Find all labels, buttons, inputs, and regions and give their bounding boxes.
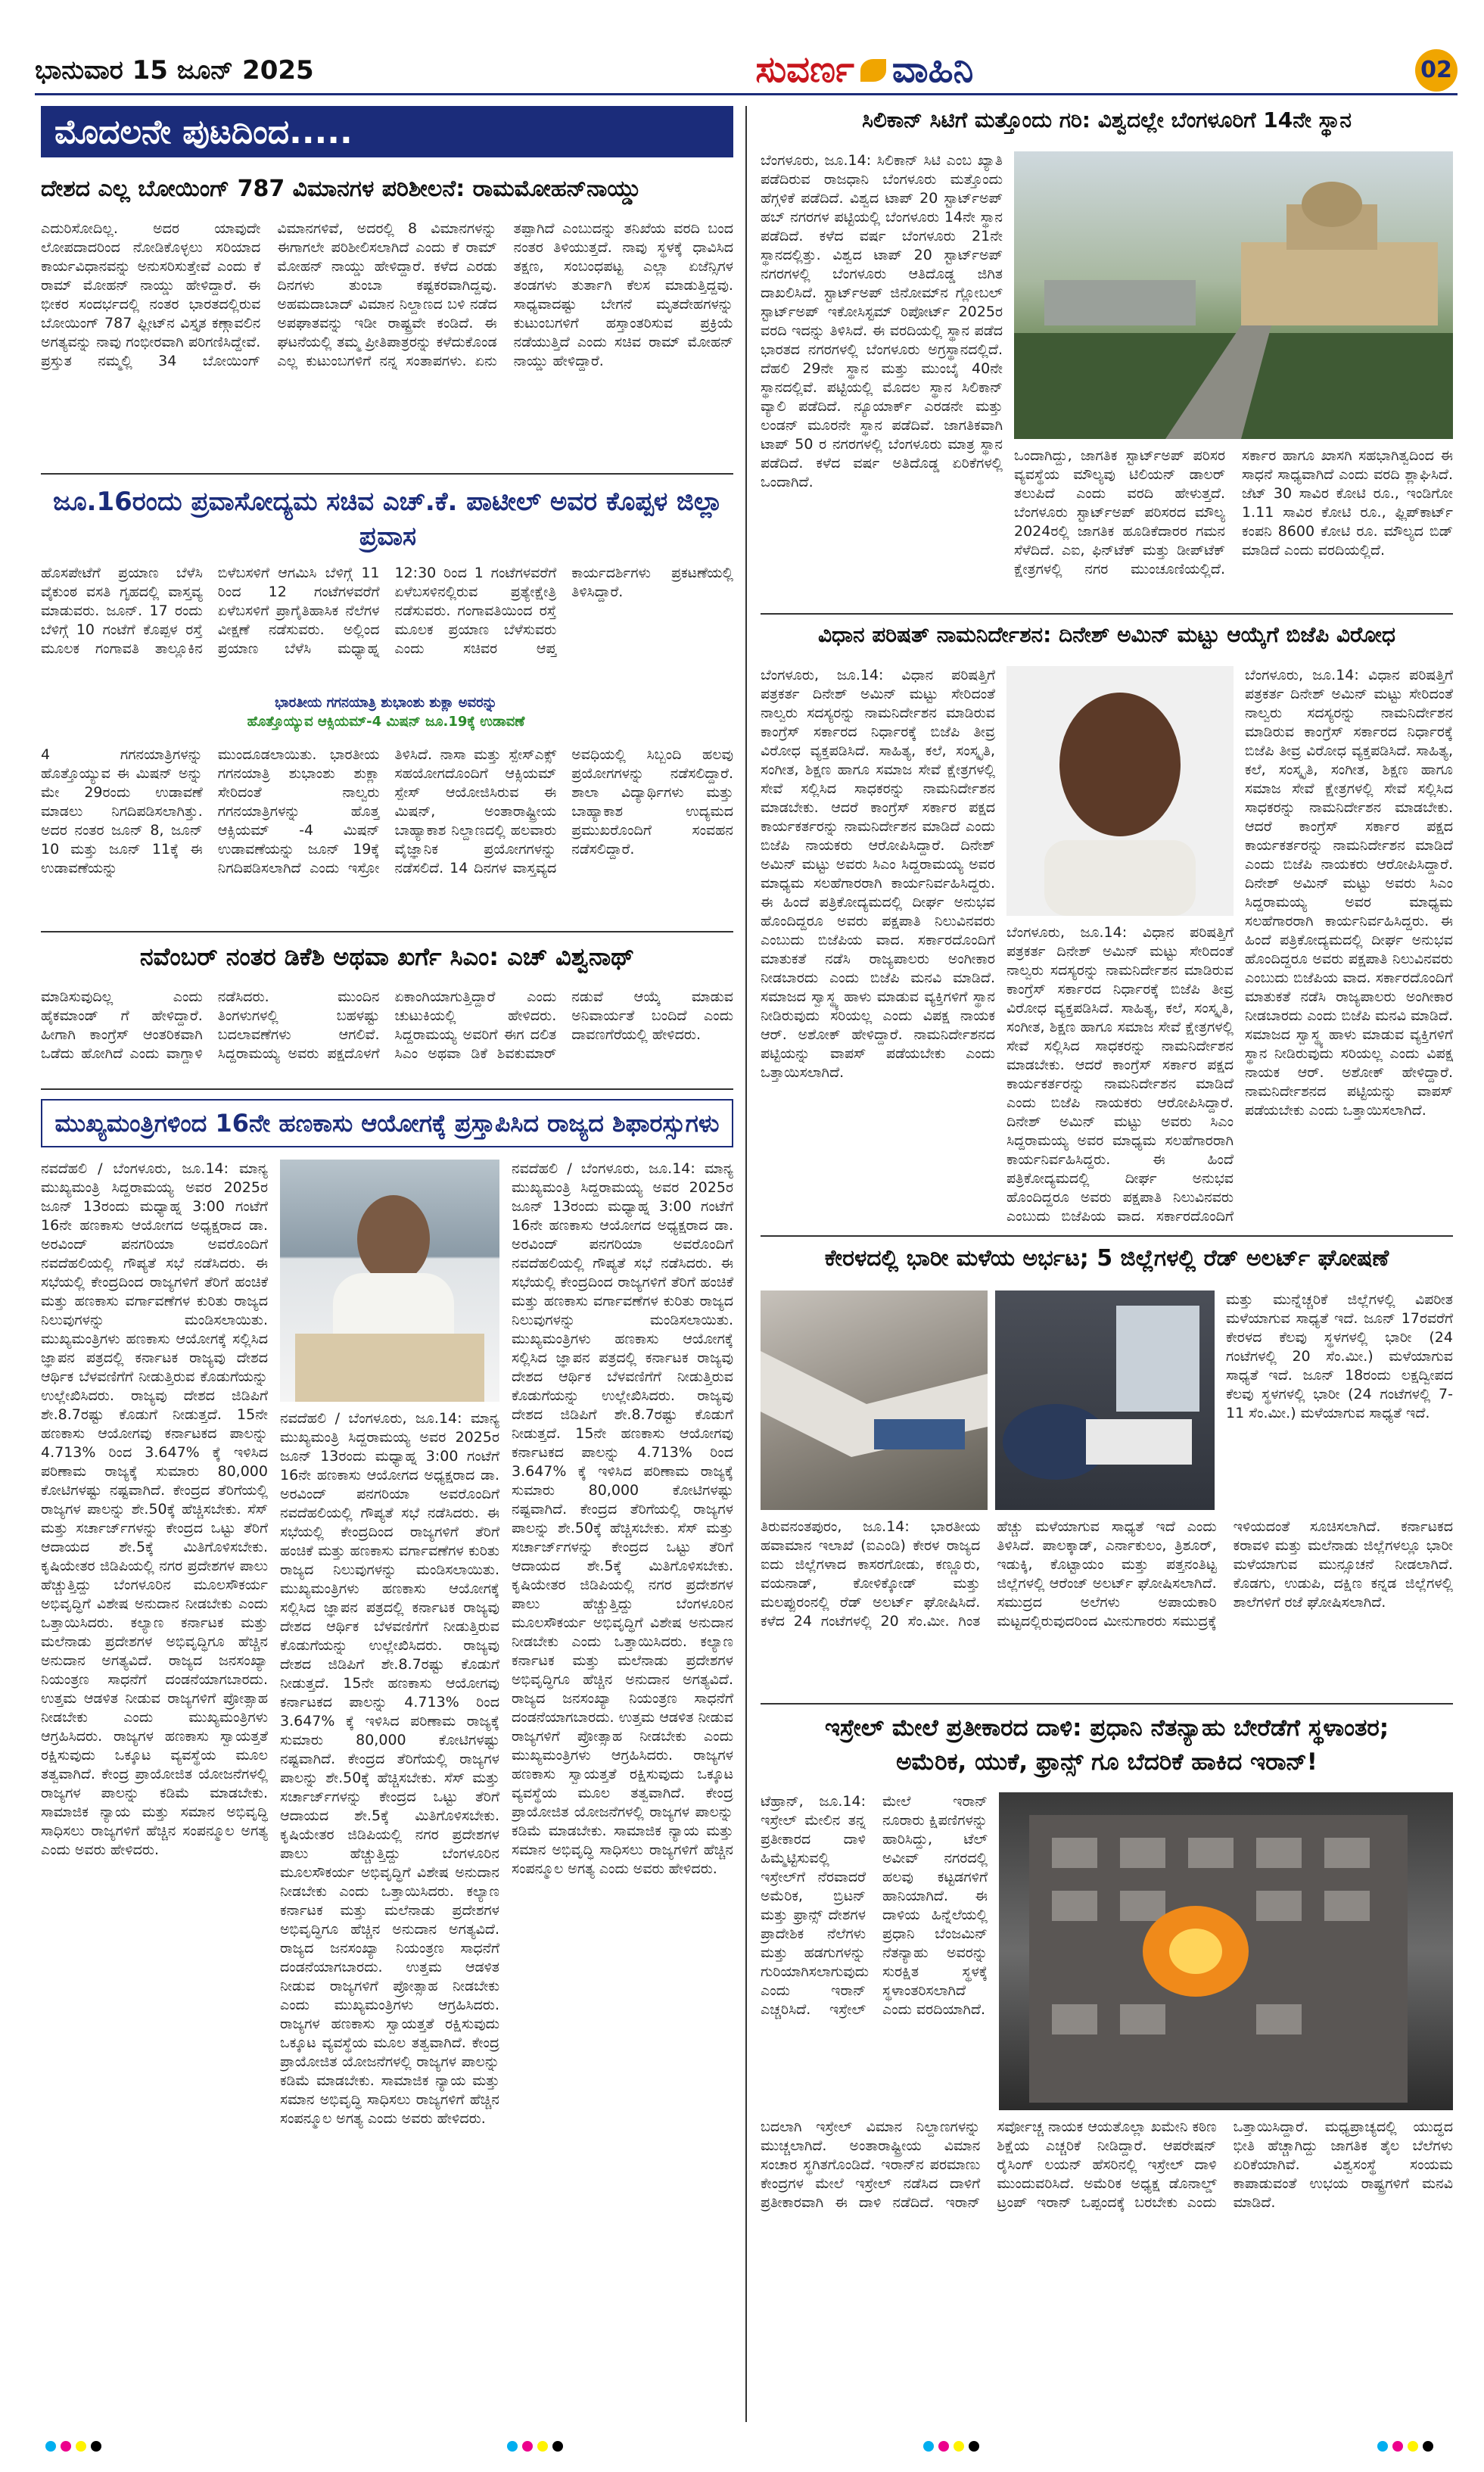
silicon-body-left: ಬೆಂಗಳೂರು, ಜೂ.14: ಸಿಲಿಕಾನ್ ಸಿಟಿ ಎಂಬ ಖ್ಯಾತಿ ಪಡೆದಿರುವ ರಾಜಧಾನಿ ಬೆಂಗಳೂರು ಮತ್ತೊಂದು ಹೆಗ್ಗಳಿಕೆ ಪಡೆದಿದೆ. ವಿಶ್ವದ ಟಾಪ್ 20 ಸ್ಟಾರ್ಟ್‌ಅಪ್ ಹಬ್ ನಗರಗಳ ಪಟ್ಟಿಯಲ್ಲಿ ಬೆಂಗಳೂರು 14ನೇ ಸ್ಥಾನ ಪಡೆದಿದೆ. ಕಳೆದ ವರ್ಷ ಬೆಂಗಳೂರು 21ನೇ ಸ್ಥಾನದಲ್ಲಿತ್ತು. ವಿಶ್ವದ ಟಾಪ್ 20 ಸ್ಟಾರ್ಟ್‌ಅಪ್ ನಗರಗಳಲ್ಲಿ ಬೆಂಗಳೂರು ಆತಿದೊಡ್ಡ ಜಿಗಿತ ದಾಖಲಿಸಿದೆ. ಸ್ಟಾರ್ಟ್‌ಅಪ್ ಜಿನೋಮ್‌ನ ಗ್ಲೋಬಲ್ ಸ್ಟಾರ್ಟ್‌ಅಪ್ ಇಕೋಸಿಸ್ಟಮ್ ರಿಪೋರ್ಟ್ 2025ರ ವರದಿ ಇದನ್ನು ತಿಳಿಸಿದೆ. ಈ ವರದಿಯಲ್ಲಿ ಸ್ಥಾನ ಪಡೆದ ಭಾರತದ ನಗರಗಳಲ್ಲಿ ಬೆಂಗಳೂರು ಅಗ್ರಸ್ಥಾನದಲ್ಲಿದೆ. ದೆಹಲಿ 29ನೇ ಸ್ಥಾನ ಮತ್ತು ಮುಂಬೈ 40ನೇ ಸ್ಥಾನದಲ್ಲಿವೆ. ಪಟ್ಟಿಯಲ್ಲಿ ಮೊದಲ ಸ್ಥಾನ ಸಿಲಿಕಾನ್ ವ್ಯಾಲಿ ಪಡೆದಿದೆ. ನ್ಯೂಯಾರ್ಕ್ ಎರಡನೇ ಮತ್ತು ಲಂಡನ್ ಮೂರನೇ ಸ್ಥಾನ ಪಡೆದಿವೆ. ಜಾಗತಿಕವಾಗಿ ಟಾಪ್ 50 ರ ನಗರಗಳಲ್ಲಿ ಬೆಂಗಳೂರು ಮಾತ್ರ ಸ್ಥಾನ ಪಡೆದಿದೆ. ಕಳೆದ ವರ್ಷ ಅತಿದೊಡ್ಡ ಏರಿಕೆಗಳಲ್ಲಿ ಒಂದಾಗಿದೆ. [761, 152, 1003, 490]
israel-headline-line1: ಇಸ್ರೇಲ್ ಮೇಲೆ ಪ್ರತೀಕಾರದ ದಾಳಿ: ಪ್ರಧಾನಿ ನೆತನ್ಯಾಹು ಬೇರೆಡೆಗೆ ಸ್ಥಳಾಂತರ; [824, 1714, 1389, 1742]
kerala-side-text: ಮತ್ತು ಮುನ್ನೆಚ್ಚರಿಕೆ ಜಿಲ್ಲೆಗಳಲ್ಲಿ ವಿಪರೀತ ಮಳೆಯಾಗುವ ಸಾಧ್ಯತೆ ಇದೆ. ಜೂನ್ 17ರವರೆಗೆ ಕೇರಳದ ಕೆಲವು ಸ್ಥಳಗಳಲ್ಲಿ ಭಾರೀ (24 ಗಂಟೆಗಳಲ್ಲಿ 20 ಸೆಂ.ಮೀ.) ಮಳೆಯಾಗುವ ಸಾಧ್ಯತೆ ಇದೆ. ಜೂನ್ 18ರಂದು ಲಕ್ಷದ್ವೀಪದ ಕೆಲವು ಸ್ಥಳಗಳಲ್ಲಿ ಭಾರೀ (24 ಗಂಟೆಗಳಲ್ಲಿ 7-11 ಸೆಂ.ಮೀ.) ಮಳೆಯಾಗುವ ಸಾಧ್ಯತೆ ಇದೆ. [1226, 1291, 1453, 1421]
column-divider [745, 106, 747, 2422]
registration-marks [923, 2441, 979, 2452]
cyan-dot [507, 2441, 518, 2452]
logo-part2: ವಾಹಿನಿ [891, 48, 974, 91]
tourism-body: ಹೊಸಪೇಟೆಗೆ ಪ್ರಯಾಣ ಬೆಳೆಸಿ ವೈಕುಂಠ ವಸತಿ ಗೃಹದಲ್ಲಿ ವಾಸ್ತವ್ಯ ಮಾಡುವರು. ಜೂನ್. 17 ರಂದು ಬೆಳಿಗ್ಗೆ 10 ಗಂಟೆಗೆ ಕೊಪ್ಪಳ ರಸ್ತೆ ಮೂಲಕ ಗಂಗಾವತಿ ತಾಲ್ಲೂಕಿನ ಬಿಳೆಬಸಳಿಗೆ ಆಗಮಿಸಿ ಬೆಳಿಗ್ಗೆ 11 ರಿಂದ 12 ಗಂಟೆಗಳವರೆಗೆ ಏಳೆಬಸಳಿಗೆ ಪ್ರಾಗೈತಿಹಾಸಿಕ ನೆಲೆಗಳ ವೀಕ್ಷಣೆ ನಡೆಸುವರು. ಅಲ್ಲಿಂದ ಪ್ರಯಾಣ ಬೆಳೆಸಿ ಮಧ್ಯಾಹ್ನ 12:30 ರಿಂದ 1 ಗಂಟೆಗಳವರೆಗೆ ಏಳೆಬಸಳಿನಲ್ಲಿರುವ ಪ್ರತ್ಯೇಕ್ಷೇತ್ರಿ ನಡೆಸುವರು. ಗಂಗಾವತಿಯಿಂದ ರಸ್ತೆ ಮೂಲಕ ಪ್ರಯಾಣ ಬೆಳೆಸುವರು ಎಂದು ಸಚಿವರ ಆಪ್ತ ಕಾರ್ಯದರ್ಶಿಗಳು ಪ್ರಕಟಣೆಯಲ್ಲಿ ತಿಳಿಸಿದ್ದಾರೆ. [41, 565, 733, 657]
black-dot [91, 2441, 101, 2452]
kerala-rescue-graphic [995, 1290, 1215, 1510]
divider [41, 931, 733, 932]
yellow-dot [537, 2441, 548, 2452]
divider [41, 473, 733, 475]
vidhana-soudha-photo [1014, 151, 1453, 439]
kerala-debris-photo [761, 1290, 988, 1510]
axiom-blurb-line1: ಭಾರತೀಯ ಗಗನಯಾತ್ರಿ ಶುಭಾಂಶು ಶುಕ್ಲಾ ಅವರನ್ನು [275, 695, 497, 711]
divider [761, 1703, 1453, 1705]
registration-marks [45, 2441, 101, 2452]
magenta-dot [938, 2441, 949, 2452]
axiom-blurb-line2: ಹೊತ್ತೊಯ್ಯುವ ಆಕ್ಸಿಯಮ್-4 ಮಿಷನ್ ಜೂ.19ಕ್ಕೆ ಉಡಾವಣೆ [247, 714, 525, 730]
dks-body: ಮಾಡಿಸುವುದಿಲ್ಲ ಎಂದು ಹೈಕಮಾಂಡ್ ಗೆ ಹೇಳಿದ್ದಾರೆ. ಹೀಗಾಗಿ ಕಾಂಗ್ರೆಸ್ ಆಂತರಿಕವಾಗಿ ಒಡೆದು ಹೋಗಿದೆ ಎಂದು ವಾಗ್ದಾಳಿ ನಡೆಸಿದರು. ಮುಂದಿನ ತಿಂಗಳುಗಳಲ್ಲಿ ಬಹಳಷ್ಟು ಬದಲಾವಣೆಗಳು ಆಗಲಿವೆ. ಸಿದ್ದರಾಮಯ್ಯ ಅವರು ಪಕ್ಷದೊಳಗೆ ಏಕಾಂಗಿಯಾಗುತ್ತಿದ್ದಾರೆ ಎಂದು ಚುಟುಕಿಯಲ್ಲಿ ಹೇಳಿದರು. ಸಿದ್ದರಾಮಯ್ಯ ಅವರಿಗೆ ಈಗ ದಲಿತ ಸಿಎಂ ಅಥವಾ ಡಿಕೆ ಶಿವಕುಮಾರ್ ನಡುವೆ ಆಯ್ಕೆ ಮಾಡುವ ಅನಿವಾರ್ಯತೆ ಬಂದಿದೆ ಎಂದು ದಾವಣಗೆರೆಯಲ್ಲಿ ಹೇಳಿದರು. [41, 988, 733, 1062]
axiom-body: 4 ಗಗನಯಾತ್ರಿಗಳನ್ನು ಹೊತ್ತೊಯ್ಯುವ ಈ ಮಿಷನ್ ಅನ್ನು ಮೇ 29ರಂದು ಉಡಾವಣೆ ಮಾಡಲು ನಿಗದಿಪಡಿಸಲಾಗಿತ್ತು. ಅದರ ನಂತರ ಜೂನ್ 8, ಜೂನ್ 10 ಮತ್ತು ಜೂನ್ 11ಕ್ಕೆ ಈ ಉಡಾವಣೆಯನ್ನು ಮುಂದೂಡಲಾಯಿತು. ಭಾರತೀಯ ಗಗನಯಾತ್ರಿ ಶುಭಾಂಶು ಶುಕ್ಲಾ ಸೇರಿದಂತೆ ನಾಲ್ವರು ಗಗನಯಾತ್ರಿಗಳನ್ನು ಹೊತ್ತ ಆಕ್ಸಿಯಮ್ -4 ಮಿಷನ್ ಉಡಾವಣೆಯನ್ನು ಜೂನ್ 19ಕ್ಕೆ ನಿಗದಿಪಡಿಸಲಾಗಿದೆ ಎಂದು ಇಸ್ರೋ ತಿಳಿಸಿದೆ. ನಾಸಾ ಮತ್ತು ಸ್ಪೇಸ್‌ಎಕ್ಸ್ ಸಹಯೋಗದೊಂದಿಗೆ ಆಕ್ಸಿಯಮ್ ಸ್ಪೇಸ್ ಆಯೋಜಿಸಿರುವ ಈ ಮಿಷನ್, ಅಂತಾರಾಷ್ಟ್ರೀಯ ಬಾಹ್ಯಾಕಾಶ ನಿಲ್ದಾಣದಲ್ಲಿ ಹಲವಾರು ವೈಜ್ಞಾನಿಕ ಪ್ರಯೋಗಗಳನ್ನು ನಡೆಸಲಿದೆ. 14 ದಿನಗಳ ವಾಸ್ತವ್ಯದ ಅವಧಿಯಲ್ಲಿ ಸಿಬ್ಬಂದಿ ಹಲವು ಪ್ರಯೋಗಗಳನ್ನು ನಡೆಸಲಿದ್ದಾರೆ. ಶಾಲಾ ವಿದ್ಯಾರ್ಥಿಗಳು ಮತ್ತು ಬಾಹ್ಯಾಕಾಶ ಉದ್ಯಮದ ಪ್ರಮುಖರೊಂದಿಗೆ ಸಂವಹನ ನಡೆಸಲಿದ್ದಾರೆ. [41, 746, 733, 876]
silicon-body-right: ಒಂದಾಗಿದ್ದು, ಜಾಗತಿಕ ಸ್ಟಾರ್ಟ್‌ಅಪ್ ಪರಿಸರ ವ್ಯವಸ್ಥೆಯ ಮೌಲ್ಯವು ಟಿಲಿಯನ್ ಡಾಲರ್ ತಲುಪಿದೆ ಎಂದು ವರದಿ ಹೇಳುತ್ತದೆ. ಬೆಂಗಳೂರು ಸ್ಟಾರ್ಟ್‌ಅಪ್ ಪರಿಸರದ ಮೌಲ್ಯ 2024ರಲ್ಲಿ ಜಾಗತಿಕ ಹೂಡಿಕೆದಾರರ ಗಮನ ಸೆಳೆದಿದೆ. ಎಐ, ಫಿನ್‌ಟೆಕ್ ಮತ್ತು ಡೀಪ್‌ಟೆಕ್ ಕ್ಷೇತ್ರಗಳಲ್ಲಿ ನಗರ ಮುಂಚೂಣಿಯಲ್ಲಿದೆ. ಸರ್ಕಾರ ಹಾಗೂ ಖಾಸಗಿ ಸಹಭಾಗಿತ್ವದಿಂದ ಈ ಸಾಧನೆ ಸಾಧ್ಯವಾಗಿದೆ ಎಂದು ವರದಿ ಶ್ಲಾಘಿಸಿದೆ. ಜೆಟ್ 30 ಸಾವಿರ ಕೋಟಿ ರೂ., ಇಂಡಿಗೋ 1.11 ಸಾವಿರ ಕೋಟಿ ರೂ., ಫ್ಲಿಪ್‌ಕಾರ್ಟ್ ಕಂಪನಿ 8600 ಕೋಟಿ ರೂ. ಮೌಲ್ಯದ ಬಿಡ್ ಮಾಡಿದೆ ಎಂದು ವರದಿಯಲ್ಲಿದೆ. [1014, 447, 1453, 578]
finance-body-col2: ನವದೆಹಲಿ / ಬೆಂಗಳೂರು, ಜೂ.14: ಮಾನ್ಯ ಮುಖ್ಯಮಂತ್ರಿ ಸಿದ್ದರಾಮಯ್ಯ ಅವರ 2025ರ ಜೂನ್ 13ರಂದು ಮಧ್ಯಾಹ್ನ 3:00 ಗಂಟೆಗೆ 16ನೇ ಹಣಕಾಸು ಆಯೋಗದ ಅಧ್ಯಕ್ಷರಾದ ಡಾ. ಅರವಿಂದ್ ಪನಗರಿಯಾ ಅವರೊಂದಿಗೆ ನವದೆಹಲಿಯಲ್ಲಿ ಗೌಪ್ಯತೆ ಸಭೆ ನಡೆಸಿದರು. ಈ ಸಭೆಯಲ್ಲಿ ಕೇಂದ್ರದಿಂದ ರಾಜ್ಯಗಳಿಗೆ ತೆರಿಗೆ ಹಂಚಿಕೆ ಮತ್ತು ಹಣಕಾಸು ವರ್ಗಾವಣೆಗಳ ಕುರಿತು ರಾಜ್ಯದ ನಿಲುವುಗಳನ್ನು ಮಂಡಿಸಲಾಯಿತು. ಮುಖ್ಯಮಂತ್ರಿಗಳು ಹಣಕಾಸು ಆಯೋಗಕ್ಕೆ ಸಲ್ಲಿಸಿದ ಜ್ಞಾಪನ ಪತ್ರದಲ್ಲಿ ಕರ್ನಾಟಕ ರಾಜ್ಯವು ದೇಶದ ಆರ್ಥಿಕ ಬೆಳವಣಿಗೆಗೆ ನೀಡುತ್ತಿರುವ ಕೊಡುಗೆಯನ್ನು ಉಲ್ಲೇಖಿಸಿದರು. ರಾಜ್ಯವು ದೇಶದ ಜಿಡಿಪಿಗೆ ಶೇ.8.7ರಷ್ಟು ಕೊಡುಗೆ ನೀಡುತ್ತದೆ. 15ನೇ ಹಣಕಾಸು ಆಯೋಗವು ಕರ್ನಾಟಕದ ಪಾಲನ್ನು 4.713% ರಿಂದ 3.647% ಕ್ಕೆ ಇಳಿಸಿದ ಪರಿಣಾಮ ರಾಜ್ಯಕ್ಕೆ ಸುಮಾರು 80,000 ಕೋಟಿಗಳಷ್ಟು ನಷ್ಟವಾಗಿದೆ. ಕೇಂದ್ರದ ತೆರಿಗೆಯಲ್ಲಿ ರಾಜ್ಯಗಳ ಪಾಲನ್ನು ಶೇ.50ಕ್ಕೆ ಹೆಚ್ಚಿಸಬೇಕು. ಸೆಸ್ ಮತ್ತು ಸರ್ಚಾರ್ಜ್‌ಗಳನ್ನು ಕೇಂದ್ರದ ಒಟ್ಟು ತೆರಿಗೆ ಆದಾಯದ ಶೇ.5ಕ್ಕೆ ಮಿತಿಗೊಳಿಸಬೇಕು. ಕೃಷಿಯೇತರ ಜಿಡಿಪಿಯಲ್ಲಿ ನಗರ ಪ್ರದೇಶಗಳ ಪಾಲು ಹೆಚ್ಚುತ್ತಿದ್ದು ಬೆಂಗಳೂರಿನ ಮೂಲಸೌಕರ್ಯ ಅಭಿವೃದ್ಧಿಗೆ ವಿಶೇಷ ಅನುದಾನ ನೀಡಬೇಕು ಎಂದು ಒತ್ತಾಯಿಸಿದರು. ಕಲ್ಯಾಣ ಕರ್ನಾಟಕ ಮತ್ತು ಮಲೆನಾಡು ಪ್ರದೇಶಗಳ ಅಭಿವೃದ್ಧಿಗೂ ಹೆಚ್ಚಿನ ಅನುದಾನ ಅಗತ್ಯವಿದೆ. ರಾಜ್ಯದ ಜನಸಂಖ್ಯಾ ನಿಯಂತ್ರಣ ಸಾಧನೆಗೆ ದಂಡನೆಯಾಗಬಾರದು. ಉತ್ತಮ ಆಡಳಿತ ನೀಡುವ ರಾಜ್ಯಗಳಿಗೆ ಪ್ರೋತ್ಸಾಹ ನೀಡಬೇಕು ಎಂದು ಮುಖ್ಯಮಂತ್ರಿಗಳು ಆಗ್ರಹಿಸಿದರು. ರಾಜ್ಯಗಳ ಹಣಕಾಸು ಸ್ವಾಯತ್ತತೆ ರಕ್ಷಿಸುವುದು ಒಕ್ಕೂಟ ವ್ಯವಸ್ಥೆಯ ಮೂಲ ತತ್ವವಾಗಿದೆ. ಕೇಂದ್ರ ಪ್ರಾಯೋಜಿತ ಯೋಜನೆಗಳಲ್ಲಿ ರಾಜ್ಯಗಳ ಪಾಲನ್ನು ಕಡಿಮೆ ಮಾಡಬೇಕು. ಸಾಮಾಜಿಕ ನ್ಯಾಯ ಮತ್ತು ಸಮಾನ ಅಭಿವೃದ್ಧಿ ಸಾಧಿಸಲು ರಾಜ್ಯಗಳಿಗೆ ಹೆಚ್ಚಿನ ಸಂಪನ್ಮೂಲ ಅಗತ್ಯ ಎಂದು ಅವರು ಹೇಳಿದರು. [280, 1410, 499, 2127]
kerala-rescue-photo [995, 1290, 1215, 1510]
page-number: 02 [1415, 49, 1458, 92]
newspaper-logo [755, 48, 973, 92]
magenta-dot [1392, 2441, 1403, 2452]
registration-marks [507, 2441, 563, 2452]
finance-body-col3: ನವದೆಹಲಿ / ಬೆಂಗಳೂರು, ಜೂ.14: ಮಾನ್ಯ ಮುಖ್ಯಮಂತ್ರಿ ಸಿದ್ದರಾಮಯ್ಯ ಅವರ 2025ರ ಜೂನ್ 13ರಂದು ಮಧ್ಯಾಹ್ನ 3:00 ಗಂಟೆಗೆ 16ನೇ ಹಣಕಾಸು ಆಯೋಗದ ಅಧ್ಯಕ್ಷರಾದ ಡಾ. ಅರವಿಂದ್ ಪನಗರಿಯಾ ಅವರೊಂದಿಗೆ ನವದೆಹಲಿಯಲ್ಲಿ ಗೌಪ್ಯತೆ ಸಭೆ ನಡೆಸಿದರು. ಈ ಸಭೆಯಲ್ಲಿ ಕೇಂದ್ರದಿಂದ ರಾಜ್ಯಗಳಿಗೆ ತೆರಿಗೆ ಹಂಚಿಕೆ ಮತ್ತು ಹಣಕಾಸು ವರ್ಗಾವಣೆಗಳ ಕುರಿತು ರಾಜ್ಯದ ನಿಲುವುಗಳನ್ನು ಮಂಡಿಸಲಾಯಿತು. ಮುಖ್ಯಮಂತ್ರಿಗಳು ಹಣಕಾಸು ಆಯೋಗಕ್ಕೆ ಸಲ್ಲಿಸಿದ ಜ್ಞಾಪನ ಪತ್ರದಲ್ಲಿ ಕರ್ನಾಟಕ ರಾಜ್ಯವು ದೇಶದ ಆರ್ಥಿಕ ಬೆಳವಣಿಗೆಗೆ ನೀಡುತ್ತಿರುವ ಕೊಡುಗೆಯನ್ನು ಉಲ್ಲೇಖಿಸಿದರು. ರಾಜ್ಯವು ದೇಶದ ಜಿಡಿಪಿಗೆ ಶೇ.8.7ರಷ್ಟು ಕೊಡುಗೆ ನೀಡುತ್ತದೆ. 15ನೇ ಹಣಕಾಸು ಆಯೋಗವು ಕರ್ನಾಟಕದ ಪಾಲನ್ನು 4.713% ರಿಂದ 3.647% ಕ್ಕೆ ಇಳಿಸಿದ ಪರಿಣಾಮ ರಾಜ್ಯಕ್ಕೆ ಸುಮಾರು 80,000 ಕೋಟಿಗಳಷ್ಟು ನಷ್ಟವಾಗಿದೆ. ಕೇಂದ್ರದ ತೆರಿಗೆಯಲ್ಲಿ ರಾಜ್ಯಗಳ ಪಾಲನ್ನು ಶೇ.50ಕ್ಕೆ ಹೆಚ್ಚಿಸಬೇಕು. ಸೆಸ್ ಮತ್ತು ಸರ್ಚಾರ್ಜ್‌ಗಳನ್ನು ಕೇಂದ್ರದ ಒಟ್ಟು ತೆರಿಗೆ ಆದಾಯದ ಶೇ.5ಕ್ಕೆ ಮಿತಿಗೊಳಿಸಬೇಕು. ಕೃಷಿಯೇತರ ಜಿಡಿಪಿಯಲ್ಲಿ ನಗರ ಪ್ರದೇಶಗಳ ಪಾಲು ಹೆಚ್ಚುತ್ತಿದ್ದು ಬೆಂಗಳೂರಿನ ಮೂಲಸೌಕರ್ಯ ಅಭಿವೃದ್ಧಿಗೆ ವಿಶೇಷ ಅನುದಾನ ನೀಡಬೇಕು ಎಂದು ಒತ್ತಾಯಿಸಿದರು. ಕಲ್ಯಾಣ ಕರ್ನಾಟಕ ಮತ್ತು ಮಲೆನಾಡು ಪ್ರದೇಶಗಳ ಅಭಿವೃದ್ಧಿಗೂ ಹೆಚ್ಚಿನ ಅನುದಾನ ಅಗತ್ಯವಿದೆ. ರಾಜ್ಯದ ಜನಸಂಖ್ಯಾ ನಿಯಂತ್ರಣ ಸಾಧನೆಗೆ ದಂಡನೆಯಾಗಬಾರದು. ಉತ್ತಮ ಆಡಳಿತ ನೀಡುವ ರಾಜ್ಯಗಳಿಗೆ ಪ್ರೋತ್ಸಾಹ ನೀಡಬೇಕು ಎಂದು ಮುಖ್ಯಮಂತ್ರಿಗಳು ಆಗ್ರಹಿಸಿದರು. ರಾಜ್ಯಗಳ ಹಣಕಾಸು ಸ್ವಾಯತ್ತತೆ ರಕ್ಷಿಸುವುದು ಒಕ್ಕೂಟ ವ್ಯವಸ್ಥೆಯ ಮೂಲ ತತ್ವವಾಗಿದೆ. ಕೇಂದ್ರ ಪ್ರಾಯೋಜಿತ ಯೋಜನೆಗಳಲ್ಲಿ ರಾಜ್ಯಗಳ ಪಾಲನ್ನು ಕಡಿಮೆ ಮಾಡಬೇಕು. ಸಾಮಾಜಿಕ ನ್ಯಾಯ ಮತ್ತು ಸಮಾನ ಅಭಿವೃದ್ಧಿ ಸಾಧಿಸಲು ರಾಜ್ಯಗಳಿಗೆ ಹೆಚ್ಚಿನ ಸಂಪನ್ಮೂಲ ಅಗತ್ಯ ಎಂದು ಅವರು ಹೇಳಿದರು. [512, 1160, 733, 1877]
finance-body-col1: ನವದೆಹಲಿ / ಬೆಂಗಳೂರು, ಜೂ.14: ಮಾನ್ಯ ಮುಖ್ಯಮಂತ್ರಿ ಸಿದ್ದರಾಮಯ್ಯ ಅವರ 2025ರ ಜೂನ್ 13ರಂದು ಮಧ್ಯಾಹ್ನ 3:00 ಗಂಟೆಗೆ 16ನೇ ಹಣಕಾಸು ಆಯೋಗದ ಅಧ್ಯಕ್ಷರಾದ ಡಾ. ಅರವಿಂದ್ ಪನಗರಿಯಾ ಅವರೊಂದಿಗೆ ನವದೆಹಲಿಯಲ್ಲಿ ಗೌಪ್ಯತೆ ಸಭೆ ನಡೆಸಿದರು. ಈ ಸಭೆಯಲ್ಲಿ ಕೇಂದ್ರದಿಂದ ರಾಜ್ಯಗಳಿಗೆ ತೆರಿಗೆ ಹಂಚಿಕೆ ಮತ್ತು ಹಣಕಾಸು ವರ್ಗಾವಣೆಗಳ ಕುರಿತು ರಾಜ್ಯದ ನಿಲುವುಗಳನ್ನು ಮಂಡಿಸಲಾಯಿತು. ಮುಖ್ಯಮಂತ್ರಿಗಳು ಹಣಕಾಸು ಆಯೋಗಕ್ಕೆ ಸಲ್ಲಿಸಿದ ಜ್ಞಾಪನ ಪತ್ರದಲ್ಲಿ ಕರ್ನಾಟಕ ರಾಜ್ಯವು ದೇಶದ ಆರ್ಥಿಕ ಬೆಳವಣಿಗೆಗೆ ನೀಡುತ್ತಿರುವ ಕೊಡುಗೆಯನ್ನು ಉಲ್ಲೇಖಿಸಿದರು. ರಾಜ್ಯವು ದೇಶದ ಜಿಡಿಪಿಗೆ ಶೇ.8.7ರಷ್ಟು ಕೊಡುಗೆ ನೀಡುತ್ತದೆ. 15ನೇ ಹಣಕಾಸು ಆಯೋಗವು ಕರ್ನಾಟಕದ ಪಾಲನ್ನು 4.713% ರಿಂದ 3.647% ಕ್ಕೆ ಇಳಿಸಿದ ಪರಿಣಾಮ ರಾಜ್ಯಕ್ಕೆ ಸುಮಾರು 80,000 ಕೋಟಿಗಳಷ್ಟು ನಷ್ಟವಾಗಿದೆ. ಕೇಂದ್ರದ ತೆರಿಗೆಯಲ್ಲಿ ರಾಜ್ಯಗಳ ಪಾಲನ್ನು ಶೇ.50ಕ್ಕೆ ಹೆಚ್ಚಿಸಬೇಕು. ಸೆಸ್ ಮತ್ತು ಸರ್ಚಾರ್ಜ್‌ಗಳನ್ನು ಕೇಂದ್ರದ ಒಟ್ಟು ತೆರಿಗೆ ಆದಾಯದ ಶೇ.5ಕ್ಕೆ ಮಿತಿಗೊಳಿಸಬೇಕು. ಕೃಷಿಯೇತರ ಜಿಡಿಪಿಯಲ್ಲಿ ನಗರ ಪ್ರದೇಶಗಳ ಪಾಲು ಹೆಚ್ಚುತ್ತಿದ್ದು ಬೆಂಗಳೂರಿನ ಮೂಲಸೌಕರ್ಯ ಅಭಿವೃದ್ಧಿಗೆ ವಿಶೇಷ ಅನುದಾನ ನೀಡಬೇಕು ಎಂದು ಒತ್ತಾಯಿಸಿದರು. ಕಲ್ಯಾಣ ಕರ್ನಾಟಕ ಮತ್ತು ಮಲೆನಾಡು ಪ್ರದೇಶಗಳ ಅಭಿವೃದ್ಧಿಗೂ ಹೆಚ್ಚಿನ ಅನುದಾನ ಅಗತ್ಯವಿದೆ. ರಾಜ್ಯದ ಜನಸಂಖ್ಯಾ ನಿಯಂತ್ರಣ ಸಾಧನೆಗೆ ದಂಡನೆಯಾಗಬಾರದು. ಉತ್ತಮ ಆಡಳಿತ ನೀಡುವ ರಾಜ್ಯಗಳಿಗೆ ಪ್ರೋತ್ಸಾಹ ನೀಡಬೇಕು ಎಂದು ಮುಖ್ಯಮಂತ್ರಿಗಳು ಆಗ್ರಹಿಸಿದರು. ರಾಜ್ಯಗಳ ಹಣಕಾಸು ಸ್ವಾಯತ್ತತೆ ರಕ್ಷಿಸುವುದು ಒಕ್ಕೂಟ ವ್ಯವಸ್ಥೆಯ ಮೂಲ ತತ್ವವಾಗಿದೆ. ಕೇಂದ್ರ ಪ್ರಾಯೋಜಿತ ಯೋಜನೆಗಳಲ್ಲಿ ರಾಜ್ಯಗಳ ಪಾಲನ್ನು ಕಡಿಮೆ ಮಾಡಬೇಕು. ಸಾಮಾಜಿಕ ನ್ಯಾಯ ಮತ್ತು ಸಮಾನ ಅಭಿವೃದ್ಧಿ ಸಾಧಿಸಲು ರಾಜ್ಯಗಳಿಗೆ ಹೆಚ್ಚಿನ ಸಂಪನ್ಮೂಲ ಅಗತ್ಯ ಎಂದು ಅವರು ಹೇಳಿದರು. [41, 1160, 268, 1858]
black-dot [1423, 2441, 1433, 2452]
cyan-dot [45, 2441, 56, 2452]
issue-date: ಭಾನುವಾರ 15 ಜೂನ್ 2025 [35, 54, 314, 86]
divider [41, 1088, 733, 1090]
kerala-debris-graphic [761, 1290, 988, 1510]
israel-body-top: ಟೆಹ್ರಾನ್, ಜೂ.14: ಇಸ್ರೇಲ್ ಮೇಲಿನ ತನ್ನ ಪ್ರತೀಕಾರದ ದಾಳಿ ಹಿಮ್ಮೆಟ್ಟಿಸುವಲ್ಲಿ ಇಸ್ರೇಲ್‌ಗೆ ನೆರವಾದರೆ ಅಮೆರಿಕ, ಬ್ರಿಟನ್ ಮತ್ತು ಫ್ರಾನ್ಸ್ ದೇಶಗಳ ಪ್ರಾದೇಶಿಕ ನೆಲೆಗಳು ಮತ್ತು ಹಡಗುಗಳನ್ನು ಗುರಿಯಾಗಿಸಲಾಗುವುದು ಎಂದು ಇರಾನ್ ಎಚ್ಚರಿಸಿದೆ. ಇಸ್ರೇಲ್ ಮೇಲೆ ಇರಾನ್ ನೂರಾರು ಕ್ಷಿಪಣಿಗಳನ್ನು ಹಾರಿಸಿದ್ದು, ಟೆಲ್ ಅವೀವ್ ನಗರದಲ್ಲಿ ಹಲವು ಕಟ್ಟಡಗಳಿಗೆ ಹಾನಿಯಾಗಿದೆ. ಈ ದಾಳಿಯ ಹಿನ್ನೆಲೆಯಲ್ಲಿ ಪ್ರಧಾನಿ ಬೆಂಜಮಿನ್ ನೆತನ್ಯಾಹು ಅವರನ್ನು ಸುರಕ್ಷಿತ ಸ್ಥಳಕ್ಕೆ ಸ್ಥಳಾಂತರಿಸಲಾಗಿದೆ ಎಂದು ವರದಿಯಾಗಿದೆ. [761, 1793, 988, 2018]
israel-strike-photo [999, 1792, 1453, 2110]
kerala-headline: ಕೇರಳದಲ್ಲಿ ಭಾರೀ ಮಳೆಯ ಅರ್ಭಟ; 5 ಜಿಲ್ಲೆಗಳಲ್ಲಿ ರೆಡ್ ಅಲರ್ಟ್ ಘೋಷಣೆ [824, 1245, 1389, 1272]
boeing-body: ಎದುರಿಸೋದಿಲ್ಲ. ಅದರ ಯಾವುದೇ ಲೋಪದಾದರಿಂದ ನೋಡಿಕೊಳ್ಳಲು ಸರಿಯಾದ ಕಾರ್ಯವಿಧಾನವನ್ನು ಅನುಸರಿಸುತ್ತೇವೆ ಎಂದು ಕೆ ರಾಮ್ ಮೋಹನ್ ನಾಯ್ಡು ಹೇಳಿದ್ದಾರೆ. ಈ ಭೀಕರ ಸಂದರ್ಭದಲ್ಲಿ ನಂತರ ಭಾರತದಲ್ಲಿರುವ ಬೋಯಿಂಗ್ 787 ಫ್ಲೀಟ್‌ನ ವಿಸ್ತೃತ ಕಣ್ಗಾವಲಿನ ಅಗತ್ಯವನ್ನು ನಾವು ಗಂಭೀರವಾಗಿ ಪರಿಗಣಿಸಿದ್ದೇವೆ. ಪ್ರಸ್ತುತ ನಮ್ಮಲ್ಲಿ 34 ಬೋಯಿಂಗ್ ವಿಮಾನಗಳಿವೆ, ಅದರಲ್ಲಿ 8 ವಿಮಾನಗಳನ್ನು ಈಗಾಗಲೇ ಪರಿಶೀಲಿಸಲಾಗಿದೆ ಎಂದು ಕೆ ರಾಮ್ ಮೋಹನ್ ನಾಯ್ಡು ಹೇಳಿದ್ದಾರೆ. ಕಳೆದ ಎರಡು ದಿನಗಳು ತುಂಬಾ ಕಷ್ಟಕರವಾಗಿದ್ದವು. ಅಹಮದಾಬಾದ್ ವಿಮಾನ ನಿಲ್ದಾಣದ ಬಳಿ ನಡೆದ ಅಪಘಾತವನ್ನು ಇಡೀ ರಾಷ್ಟ್ರವೇ ಕಂಡಿದೆ. ಈ ಘಟನೆಯಲ್ಲಿ ತಮ್ಮ ಪ್ರೀತಿಪಾತ್ರರನ್ನು ಕಳೆದುಕೊಂಡ ಎಲ್ಲ ಕುಟುಂಬಗಳಿಗೆ ನನ್ನ ಸಂತಾಪಗಳು. ಏನು ತಪ್ಪಾಗಿದೆ ಎಂಬುದನ್ನು ತನಿಖೆಯ ವರದಿ ಬಂದ ನಂತರ ತಿಳಿಯುತ್ತದೆ. ನಾವು ಸ್ಥಳಕ್ಕೆ ಧಾವಿಸಿದ ತಕ್ಷಣ, ಸಂಬಂಧಪಟ್ಟ ಎಲ್ಲಾ ಏಜೆನ್ಸಿಗಳ ತಂಡಗಳು ತುರ್ತಾಗಿ ಕೆಲಸ ಮಾಡುತ್ತಿದ್ದವು. ಸಾಧ್ಯವಾದಷ್ಟು ಬೇಗನೆ ಮೃತದೇಹಗಳನ್ನು ಕುಟುಂಬಗಳಿಗೆ ಹಸ್ತಾಂತರಿಸುವ ಪ್ರಕ್ರಿಯೆ ನಡೆಯುತ್ತಿದೆ ಎಂದು ಸಚಿವ ರಾಮ್ ಮೋಹನ್ ನಾಯ್ಡು ಹೇಳಿದ್ದಾರೆ. [41, 220, 733, 369]
israel-body-bottom: ಬದಲಾಗಿ ಇಸ್ರೇಲ್ ವಿಮಾನ ನಿಲ್ದಾಣಗಳನ್ನು ಮುಚ್ಚಲಾಗಿದೆ. ಅಂತಾರಾಷ್ಟ್ರೀಯ ವಿಮಾನ ಸಂಚಾರ ಸ್ಥಗಿತಗೊಂಡಿದೆ. ಇರಾನ್‌ನ ಪರಮಾಣು ಕೇಂದ್ರಗಳ ಮೇಲೆ ಇಸ್ರೇಲ್ ನಡೆಸಿದ ದಾಳಿಗೆ ಪ್ರತೀಕಾರವಾಗಿ ಈ ದಾಳಿ ನಡೆದಿದೆ. ಇರಾನ್ ಸರ್ವೋಚ್ಚ ನಾಯಕ ಆಯತೊಲ್ಲಾ ಖಮೇನಿ ಕಠಿಣ ಶಿಕ್ಷೆಯ ಎಚ್ಚರಿಕೆ ನೀಡಿದ್ದಾರೆ. ಆಪರೇಷನ್ ರೈಸಿಂಗ್ ಲಯನ್ ಹೆಸರಿನಲ್ಲಿ ಇಸ್ರೇಲ್ ದಾಳಿ ಮುಂದುವರಿಸಿದೆ. ಅಮೆರಿಕ ಅಧ್ಯಕ್ಷ ಡೊನಾಲ್ಡ್ ಟ್ರಂಪ್ ಇರಾನ್ ಒಪ್ಪಂದಕ್ಕೆ ಬರಬೇಕು ಎಂದು ಒತ್ತಾಯಿಸಿದ್ದಾರೆ. ಮಧ್ಯಪ್ರಾಚ್ಯದಲ್ಲಿ ಯುದ್ಧದ ಭೀತಿ ಹೆಚ್ಚಾಗಿದ್ದು ಜಾಗತಿಕ ತೈಲ ಬೆಲೆಗಳು ಏರಿಕೆಯಾಗಿವೆ. ವಿಶ್ವಸಂಸ್ಥೆ ಸಂಯಮ ಕಾಪಾಡುವಂತೆ ಉಭಯ ರಾಷ್ಟ್ರಗಳಿಗೆ ಮನವಿ ಮಾಡಿದೆ. [761, 2119, 1453, 2211]
tourism-headline: ಜೂ.16ರಂದು ಪ್ರವಾಸೋದ್ಯಮ ಸಚಿವ ಎಚ್.ಕೆ. ಪಾಟೀಲ್ ಅವರ ಕೊಪ್ಪಳ ಜಿಲ್ಲಾ ಪ್ರವಾಸ [53, 487, 723, 552]
magenta-dot [522, 2441, 533, 2452]
council-headline: ವಿಧಾನ ಪರಿಷತ್ ನಾಮನಿರ್ದೇಶನ: ದಿನೇಶ್ ಅಮಿನ್ ಮಟ್ಟು ಆಯ್ಕೆಗೆ ಬಿಜೆಪಿ ವಿರೋಧ [818, 622, 1395, 647]
yellow-dot [1408, 2441, 1418, 2452]
chief-minister-photo-graphic [280, 1160, 499, 1402]
section-banner: ಮೊದಲನೇ ಪುಟದಿಂದ..... [41, 106, 733, 157]
finance-headline: ಮುಖ್ಯಮಂತ್ರಿಗಳಿಂದ 16ನೇ ಹಣಕಾಸು ಆಯೋಗಕ್ಕೆ ಪ್ರಸ್ತಾಪಿಸಿದ ರಾಜ್ಯದ ಶಿಫಾರಸ್ಸುಗಳು [41, 1099, 733, 1147]
cyan-dot [1377, 2441, 1388, 2452]
israel-headline-line2: ಅಮೆರಿಕ, ಯುಕೆ, ಫ್ರಾನ್ಸ್ ಗೂ ಬೆದರಿಕೆ ಹಾಕಿದ ಇರಾನ್! [896, 1748, 1318, 1776]
masthead [35, 47, 1458, 95]
chief-minister-photo [280, 1160, 499, 1402]
black-dot [552, 2441, 563, 2452]
black-dot [969, 2441, 979, 2452]
registration-marks [1377, 2441, 1433, 2452]
yellow-dot [76, 2441, 86, 2452]
kerala-body: ತಿರುವನಂತಪುರಂ, ಜೂ.14: ಭಾರತೀಯ ಹವಾಮಾನ ಇಲಾಖೆ (ಐಎಂಡಿ) ಕೇರಳ ರಾಜ್ಯದ ಐದು ಜಿಲ್ಲೆಗಳಾದ ಕಾಸರಗೋಡು, ಕಣ್ಣೂರು, ವಯನಾಡ್, ಕೋಳಿಕ್ಕೋಡ್ ಮತ್ತು ಮಲಪ್ಪುರಂನಲ್ಲಿ ರೆಡ್ ಅಲರ್ಟ್ ಘೋಷಿಸಿದೆ. ಕಳೆದ 24 ಗಂಟೆಗಳಲ್ಲಿ 20 ಸೆಂ.ಮೀ. ಗಿಂತ ಹೆಚ್ಚು ಮಳೆಯಾಗುವ ಸಾಧ್ಯತೆ ಇದೆ ಎಂದು ತಿಳಿಸಿದೆ. ಪಾಲಕ್ಕಾಡ್, ಎರ್ನಾಕುಲಂ, ತ್ರಿಶೂರ್, ಇಡುಕ್ಕಿ, ಕೊಟ್ಟಾಯಂ ಮತ್ತು ಪತ್ತನಂತಿಟ್ಟ ಜಿಲ್ಲೆಗಳಲ್ಲಿ ಆರೆಂಜ್ ಅಲರ್ಟ್ ಘೋಷಿಸಲಾಗಿದೆ. ಸಮುದ್ರದ ಅಲೆಗಳು ಅಪಾಯಕಾರಿ ಮಟ್ಟದಲ್ಲಿರುವುದರಿಂದ ಮೀನುಗಾರರು ಸಮುದ್ರಕ್ಕೆ ಇಳಿಯದಂತೆ ಸೂಚಿಸಲಾಗಿದೆ. ಕರ್ನಾಟಕದ ಕರಾವಳಿ ಮತ್ತು ಮಲೆನಾಡು ಜಿಲ್ಲೆಗಳಲ್ಲೂ ಭಾರೀ ಮಳೆಯಾಗುವ ಮುನ್ಸೂಚನೆ ನೀಡಲಾಗಿದೆ. ಕೊಡಗು, ಉಡುಪಿ, ದಕ್ಷಿಣ ಕನ್ನಡ ಜಿಲ್ಲೆಗಳಲ್ಲಿ ಶಾಲೆಗಳಿಗೆ ರಜೆ ಘೋಷಿಸಲಾಗಿದೆ. [761, 1518, 1453, 1630]
israel-strike-graphic [999, 1792, 1453, 2110]
yellow-dot [954, 2441, 964, 2452]
cyan-dot [923, 2441, 934, 2452]
feather-icon [860, 59, 886, 82]
silicon-headline: ಸಿಲಿಕಾನ್ ಸಿಟಿಗೆ ಮತ್ತೊಂದು ಗರಿ: ವಿಶ್ವದಲ್ಲೇ ಬೆಂಗಳೂರಿಗೆ 14ನೇ ಸ್ಥಾನ [862, 107, 1352, 132]
logo-part1: ಸುವರ್ಣ [755, 48, 854, 91]
boeing-headline: ದೇಶದ ಎಲ್ಲ ಬೋಯಿಂಗ್ 787 ವಿಮಾನಗಳ ಪರಿಶೀಲನೆ: ರಾಮಮೋಹನ್‌ನಾಯ್ಡು [41, 176, 642, 202]
dks-headline: ನವೆಂಬರ್ ನಂತರ ಡಿಕೆಶಿ ಅಥವಾ ಖರ್ಗೆ ಸಿಎಂ: ಎಚ್ ವಿಶ್ವನಾಥ್ [139, 942, 635, 971]
council-body-col1: ಬೆಂಗಳೂರು, ಜೂ.14: ವಿಧಾನ ಪರಿಷತ್ತಿಗೆ ಪತ್ರಕರ್ತ ದಿನೇಶ್ ಅಮಿನ್ ಮಟ್ಟು ಸೇರಿದಂತೆ ನಾಲ್ವರು ಸದಸ್ಯರನ್ನು ನಾಮನಿರ್ದೇಶನ ಮಾಡಿರುವ ಕಾಂಗ್ರೆಸ್ ಸರ್ಕಾರದ ನಿರ್ಧಾರಕ್ಕೆ ಬಿಜೆಪಿ ತೀವ್ರ ವಿರೋಧ ವ್ಯಕ್ತಪಡಿಸಿದೆ. ಸಾಹಿತ್ಯ, ಕಲೆ, ಸಂಸ್ಕೃತಿ, ಸಂಗೀತ, ಶಿಕ್ಷಣ ಹಾಗೂ ಸಮಾಜ ಸೇವೆ ಕ್ಷೇತ್ರಗಳಲ್ಲಿ ಸೇವೆ ಸಲ್ಲಿಸಿದ ಸಾಧಕರನ್ನು ನಾಮನಿರ್ದೇಶನ ಮಾಡಬೇಕು. ಆದರೆ ಕಾಂಗ್ರೆಸ್ ಸರ್ಕಾರ ಪಕ್ಷದ ಕಾರ್ಯಕರ್ತರನ್ನು ನಾಮನಿರ್ದೇಶನ ಮಾಡಿದೆ ಎಂದು ಬಿಜೆಪಿ ನಾಯಕರು ಆರೋಪಿಸಿದ್ದಾರೆ. ದಿನೇಶ್ ಅಮಿನ್ ಮಟ್ಟು ಅವರು ಸಿಎಂ ಸಿದ್ದರಾಮಯ್ಯ ಅವರ ಮಾಧ್ಯಮ ಸಲಹೆಗಾರರಾಗಿ ಕಾರ್ಯನಿರ್ವಹಿಸಿದ್ದರು. ಈ ಹಿಂದೆ ಪತ್ರಿಕೋದ್ಯಮದಲ್ಲಿ ದೀರ್ಘ ಅನುಭವ ಹೊಂದಿದ್ದರೂ ಅವರು ಪಕ್ಷಪಾತಿ ನಿಲುವಿನವರು ಎಂಬುದು ಬಿಜೆಪಿಯ ವಾದ. ಸರ್ಕಾರದೊಂದಿಗೆ ಮಾತುಕತೆ ನಡೆಸಿ ರಾಜ್ಯಪಾಲರು ಅಂಗೀಕಾರ ನೀಡಬಾರದು ಎಂದು ಬಿಜೆಪಿ ಮನವಿ ಮಾಡಿದೆ. ಸಮಾಜದ ಸ್ವಾಸ್ಥ್ಯ ಹಾಳು ಮಾಡುವ ವ್ಯಕ್ತಿಗಳಿಗೆ ಸ್ಥಾನ ನೀಡಿರುವುದು ಸರಿಯಲ್ಲ ಎಂದು ವಿಪಕ್ಷ ನಾಯಕ ಆರ್. ಅಶೋಕ್ ಹೇಳಿದ್ದಾರೆ. ನಾಮನಿರ್ದೇಶನದ ಪಟ್ಟಿಯನ್ನು ವಾಪಸ್ ಪಡೆಯಬೇಕು ಎಂದು ಒತ್ತಾಯಿಸಲಾಗಿದೆ. [761, 667, 995, 1081]
dinesh-amin-mattu-graphic [1006, 666, 1234, 916]
divider [761, 1235, 1453, 1237]
magenta-dot [61, 2441, 71, 2452]
council-body-col2: ಬೆಂಗಳೂರು, ಜೂ.14: ವಿಧಾನ ಪರಿಷತ್ತಿಗೆ ಪತ್ರಕರ್ತ ದಿನೇಶ್ ಅಮಿನ್ ಮಟ್ಟು ಸೇರಿದಂತೆ ನಾಲ್ವರು ಸದಸ್ಯರನ್ನು ನಾಮನಿರ್ದೇಶನ ಮಾಡಿರುವ ಕಾಂಗ್ರೆಸ್ ಸರ್ಕಾರದ ನಿರ್ಧಾರಕ್ಕೆ ಬಿಜೆಪಿ ತೀವ್ರ ವಿರೋಧ ವ್ಯಕ್ತಪಡಿಸಿದೆ. ಸಾಹಿತ್ಯ, ಕಲೆ, ಸಂಸ್ಕೃತಿ, ಸಂಗೀತ, ಶಿಕ್ಷಣ ಹಾಗೂ ಸಮಾಜ ಸೇವೆ ಕ್ಷೇತ್ರಗಳಲ್ಲಿ ಸೇವೆ ಸಲ್ಲಿಸಿದ ಸಾಧಕರನ್ನು ನಾಮನಿರ್ದೇಶನ ಮಾಡಬೇಕು. ಆದರೆ ಕಾಂಗ್ರೆಸ್ ಸರ್ಕಾರ ಪಕ್ಷದ ಕಾರ್ಯಕರ್ತರನ್ನು ನಾಮನಿರ್ದೇಶನ ಮಾಡಿದೆ ಎಂದು ಬಿಜೆಪಿ ನಾಯಕರು ಆರೋಪಿಸಿದ್ದಾರೆ. ದಿನೇಶ್ ಅಮಿನ್ ಮಟ್ಟು ಅವರು ಸಿಎಂ ಸಿದ್ದರಾಮಯ್ಯ ಅವರ ಮಾಧ್ಯಮ ಸಲಹೆಗಾರರಾಗಿ ಕಾರ್ಯನಿರ್ವಹಿಸಿದ್ದರು. ಈ ಹಿಂದೆ ಪತ್ರಿಕೋದ್ಯಮದಲ್ಲಿ ದೀರ್ಘ ಅನುಭವ ಹೊಂದಿದ್ದರೂ ಅವರು ಪಕ್ಷಪಾತಿ ನಿಲುವಿನವರು ಎಂಬುದು ಬಿಜೆಪಿಯ ವಾದ. ಸರ್ಕಾರದೊಂದಿಗೆ [1006, 924, 1234, 1225]
dinesh-amin-mattu-photo [1006, 666, 1234, 916]
council-body-col3: ಬೆಂಗಳೂರು, ಜೂ.14: ವಿಧಾನ ಪರಿಷತ್ತಿಗೆ ಪತ್ರಕರ್ತ ದಿನೇಶ್ ಅಮಿನ್ ಮಟ್ಟು ಸೇರಿದಂತೆ ನಾಲ್ವರು ಸದಸ್ಯರನ್ನು ನಾಮನಿರ್ದೇಶನ ಮಾಡಿರುವ ಕಾಂಗ್ರೆಸ್ ಸರ್ಕಾರದ ನಿರ್ಧಾರಕ್ಕೆ ಬಿಜೆಪಿ ತೀವ್ರ ವಿರೋಧ ವ್ಯಕ್ತಪಡಿಸಿದೆ. ಸಾಹಿತ್ಯ, ಕಲೆ, ಸಂಸ್ಕೃತಿ, ಸಂಗೀತ, ಶಿಕ್ಷಣ ಹಾಗೂ ಸಮಾಜ ಸೇವೆ ಕ್ಷೇತ್ರಗಳಲ್ಲಿ ಸೇವೆ ಸಲ್ಲಿಸಿದ ಸಾಧಕರನ್ನು ನಾಮನಿರ್ದೇಶನ ಮಾಡಬೇಕು. ಆದರೆ ಕಾಂಗ್ರೆಸ್ ಸರ್ಕಾರ ಪಕ್ಷದ ಕಾರ್ಯಕರ್ತರನ್ನು ನಾಮನಿರ್ದೇಶನ ಮಾಡಿದೆ ಎಂದು ಬಿಜೆಪಿ ನಾಯಕರು ಆರೋಪಿಸಿದ್ದಾರೆ. ದಿನೇಶ್ ಅಮಿನ್ ಮಟ್ಟು ಅವರು ಸಿಎಂ ಸಿದ್ದರಾಮಯ್ಯ ಅವರ ಮಾಧ್ಯಮ ಸಲಹೆಗಾರರಾಗಿ ಕಾರ್ಯನಿರ್ವಹಿಸಿದ್ದರು. ಈ ಹಿಂದೆ ಪತ್ರಿಕೋದ್ಯಮದಲ್ಲಿ ದೀರ್ಘ ಅನುಭವ ಹೊಂದಿದ್ದರೂ ಅವರು ಪಕ್ಷಪಾತಿ ನಿಲುವಿನವರು ಎಂಬುದು ಬಿಜೆಪಿಯ ವಾದ. ಸರ್ಕಾರದೊಂದಿಗೆ ಮಾತುಕತೆ ನಡೆಸಿ ರಾಜ್ಯಪಾಲರು ಅಂಗೀಕಾರ ನೀಡಬಾರದು ಎಂದು ಬಿಜೆಪಿ ಮನವಿ ಮಾಡಿದೆ. ಸಮಾಜದ ಸ್ವಾಸ್ಥ್ಯ ಹಾಳು ಮಾಡುವ ವ್ಯಕ್ತಿಗಳಿಗೆ ಸ್ಥಾನ ನೀಡಿರುವುದು ಸರಿಯಲ್ಲ ಎಂದು ವಿಪಕ್ಷ ನಾಯಕ ಆರ್. ಅಶೋಕ್ ಹೇಳಿದ್ದಾರೆ. ನಾಮನಿರ್ದೇಶನದ ಪಟ್ಟಿಯನ್ನು ವಾಪಸ್ ಪಡೆಯಬೇಕು ಎಂದು ಒತ್ತಾಯಿಸಲಾಗಿದೆ. [1245, 667, 1453, 1119]
vidhana-soudha-graphic [1014, 151, 1453, 439]
divider [761, 613, 1453, 615]
